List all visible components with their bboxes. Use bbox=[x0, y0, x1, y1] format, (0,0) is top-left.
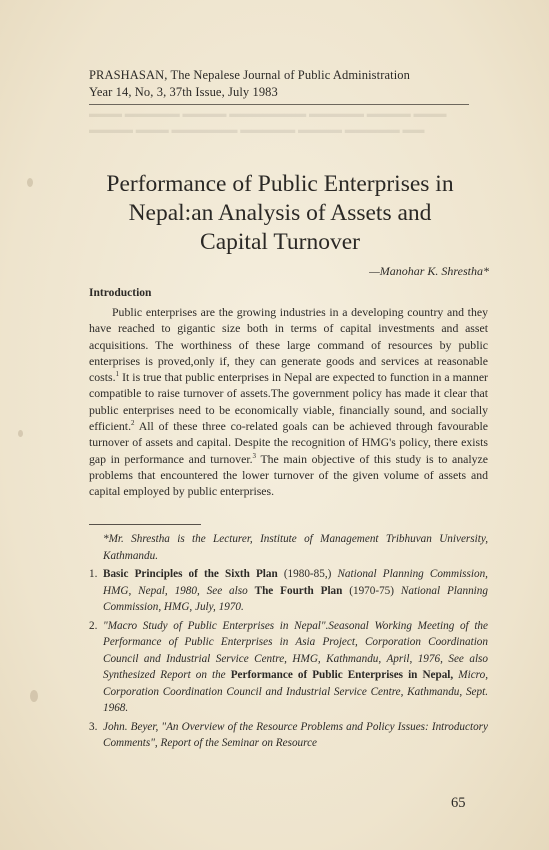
footnote-bold: The Fourth Plan bbox=[254, 584, 343, 597]
footnote-ref[interactable]: 1 bbox=[115, 370, 120, 379]
footnote-italic: National Planning Commission, HMG, July, 1970. bbox=[103, 584, 488, 613]
footnote-plain: (1980-85,) bbox=[277, 568, 338, 580]
title-line: Nepal:an Analysis of Assets and bbox=[128, 200, 432, 226]
footnote-italic: "Macro Study of Public Enterprises in Nepal".Seasonal Working Meeting of the Performance of Public Enterprises in Asia Project, Corporation Coordination Council and Industrial Service Centre, HMG, Kathmandu, April, 1976, See also Synthesized Report on the bbox=[103, 619, 488, 681]
footnote-text bbox=[103, 566, 488, 616]
footnote-text: *Mr. Shrestha is the Lecturer, Institute of Management Tribhuvan University, Kathmandu. bbox=[103, 533, 488, 562]
footnote-italic: National Planning Commission, HMG, Nepal, 1980, See also bbox=[103, 568, 488, 597]
footnote-plain: (1970-75) bbox=[342, 584, 401, 597]
paragraph-text: Public enterprises are the growing industries in a developing country and they have reached to gigantic size both in terms of capital investments and asset acquisitions. The worthiness of these large command of resources by public enterprises is proved,only if, they can generate goods and services at reasonable costs. bbox=[89, 305, 488, 385]
footnote-2 bbox=[89, 618, 488, 717]
footnote-ref[interactable]: 3 bbox=[252, 451, 257, 460]
bleed-through-text: ▬▬▬ ▬▬▬▬▬ ▬▬▬▬ ▬▬▬▬▬▬▬ ▬▬▬▬▬ ▬▬▬▬ ▬▬▬ bbox=[89, 108, 447, 120]
section-heading: Introduction bbox=[89, 287, 152, 299]
footnote-3 bbox=[89, 719, 488, 752]
footnote-number: 3. bbox=[89, 720, 98, 733]
title-line: Capital Turnover bbox=[200, 229, 360, 255]
journal-header-line1: PRASHASAN, The Nepalese Journal of Public Administration bbox=[89, 68, 410, 82]
paragraph-text: All of these three co-related goals can be achieved through favourable turnover of assets and capital. Despite the recognition of HMG's policy, there exists gap in performance and turnover. bbox=[89, 419, 488, 466]
footnote-bold: Performance of Public Enterprises in Nepal, bbox=[230, 669, 454, 681]
footnote-text bbox=[103, 618, 488, 717]
page-number: 65 bbox=[451, 795, 466, 811]
bleed-through-text: ▬▬▬▬ ▬▬▬ ▬▬▬▬▬▬ ▬▬▬▬▬ ▬▬▬▬ ▬▬▬▬▬ ▬▬ bbox=[89, 124, 425, 136]
footnote-number: 2. bbox=[89, 619, 98, 632]
footnote-bold: Basic Principles of the Sixth Plan bbox=[103, 568, 278, 580]
footnote-italic: Micro, Corporation Coordination Council and Industrial Service Centre, Kathmandu, Sept. 1968. bbox=[103, 669, 488, 714]
paragraph-text: It is true that public enterprises in Nepal are expected to function in a manner compatible to raise turnover of assets.The government policy has made it clear that public enterprises need to be economically viable, financially sound, and socially efficient. bbox=[89, 370, 488, 434]
title-line: Performance of Public Enterprises in bbox=[106, 171, 454, 197]
footnote-rule bbox=[89, 524, 201, 525]
article-title bbox=[60, 170, 500, 257]
paragraph-text: The main objective of this study is to analyze problems that encountered the lower turnover of the given volume of assets and capital employed by public enterprises. bbox=[89, 451, 488, 499]
journal-header-line2: Year 14, No, 3, 37th Issue, July 1983 bbox=[89, 85, 278, 99]
header-rule bbox=[89, 104, 469, 105]
introduction-body bbox=[89, 304, 488, 500]
footnotes bbox=[89, 531, 488, 754]
journal-header bbox=[89, 67, 410, 101]
footnote-1 bbox=[89, 566, 488, 616]
paper-stain bbox=[27, 178, 33, 187]
footnote-ref[interactable]: 2 bbox=[131, 419, 135, 428]
footnote-author bbox=[89, 531, 488, 564]
footnote-number: 1. bbox=[89, 568, 98, 580]
author-byline: —Manohar K. Shrestha* bbox=[369, 264, 489, 278]
introduction-paragraph bbox=[89, 304, 488, 500]
paper-stain bbox=[30, 690, 38, 702]
paper-stain bbox=[18, 430, 23, 437]
footnote-text: John. Beyer, "An Overview of the Resource Problems and Policy Issues: Introductory Comments", Report of the Seminar on Resource bbox=[103, 720, 488, 749]
